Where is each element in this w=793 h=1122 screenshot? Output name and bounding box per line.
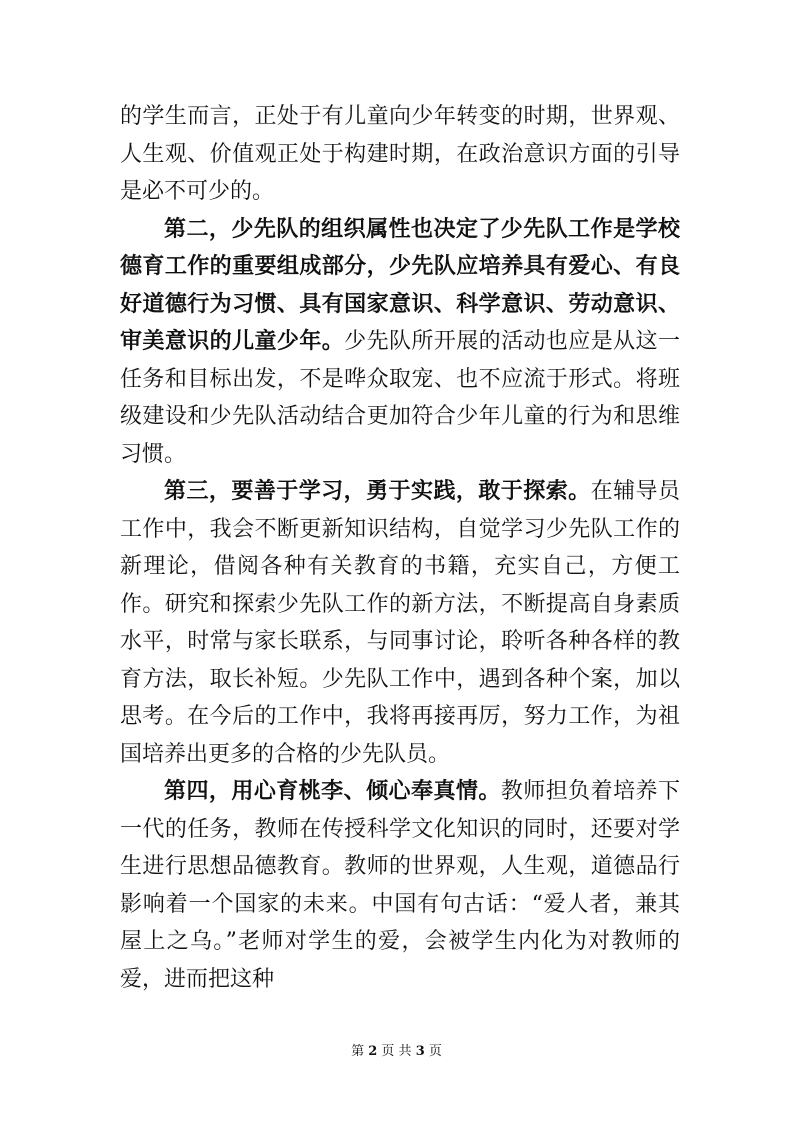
document-body xyxy=(120,98,680,998)
paragraph-3 xyxy=(120,473,680,773)
paragraph-2 xyxy=(120,211,680,474)
paragraph-4-text: 教师担负着培养下一代的任务，教师在传授科学文化知识的同时，还要对学生进行思想品德教育。教师的世界观，人生观，道德品行影响着一个国家的未来。中国有句古话：“爱人者，兼其屋上之乌。”老师对学生的爱，会被学生内化为对教师的爱，进而把这种 xyxy=(120,779,680,992)
footer-total-pages: 3 xyxy=(415,1044,425,1059)
paragraph-3-text: 在辅导员工作中，我会不断更新知识结构，自觉学习少先队工作的新理论，借阅各种有关教育的书籍，充实自己，方便工作。研究和探索少先队工作的新方法，不断提高自身素质水平，时常与家长联系，与同事讨论，聆听各种各样的教育方法，取长补短。少先队工作中，遇到各种个案，加以思考。在今后的工作中，我将再接再厉，努力工作，为祖国培养出更多的合格的少先队员。 xyxy=(120,479,680,767)
page-footer xyxy=(0,1043,793,1061)
paragraph-4-lead: 第四，用心育桃李、倾心奉真情。 xyxy=(164,778,501,804)
paragraph-4 xyxy=(120,773,680,998)
paragraph-3-lead: 第三，要善于学习，勇于实践，敢于探索。 xyxy=(164,478,591,504)
paragraph-1 xyxy=(120,98,680,211)
footer-prefix: 第 xyxy=(351,1044,365,1059)
paragraph-2-text: 少先队所开展的活动也应是从这一任务和目标出发，不是哗众取宠、也不应流于形式。将班级建设和少先队活动结合更加符合少年儿童的行为和思维习惯。 xyxy=(120,329,680,467)
paragraph-2-lead: 第二，少先队的组织属性也决定了少先队工作是学校德育工作的重要组成部分，少先队应培养具有爱心、有良好道德行为习惯、具有国家意识、科学意识、劳动意识、审美意识的儿童少年。 xyxy=(120,215,680,354)
footer-suffix: 页 xyxy=(428,1044,442,1059)
footer-page-number: 2 xyxy=(368,1044,378,1059)
paragraph-1-text: 的学生而言，正处于有儿童向少年转变的时期，世界观、人生观、价值观正处于构建时期，在政治意识方面的引导是必不可少的。 xyxy=(120,104,680,204)
footer-middle: 页 共 xyxy=(381,1044,412,1059)
